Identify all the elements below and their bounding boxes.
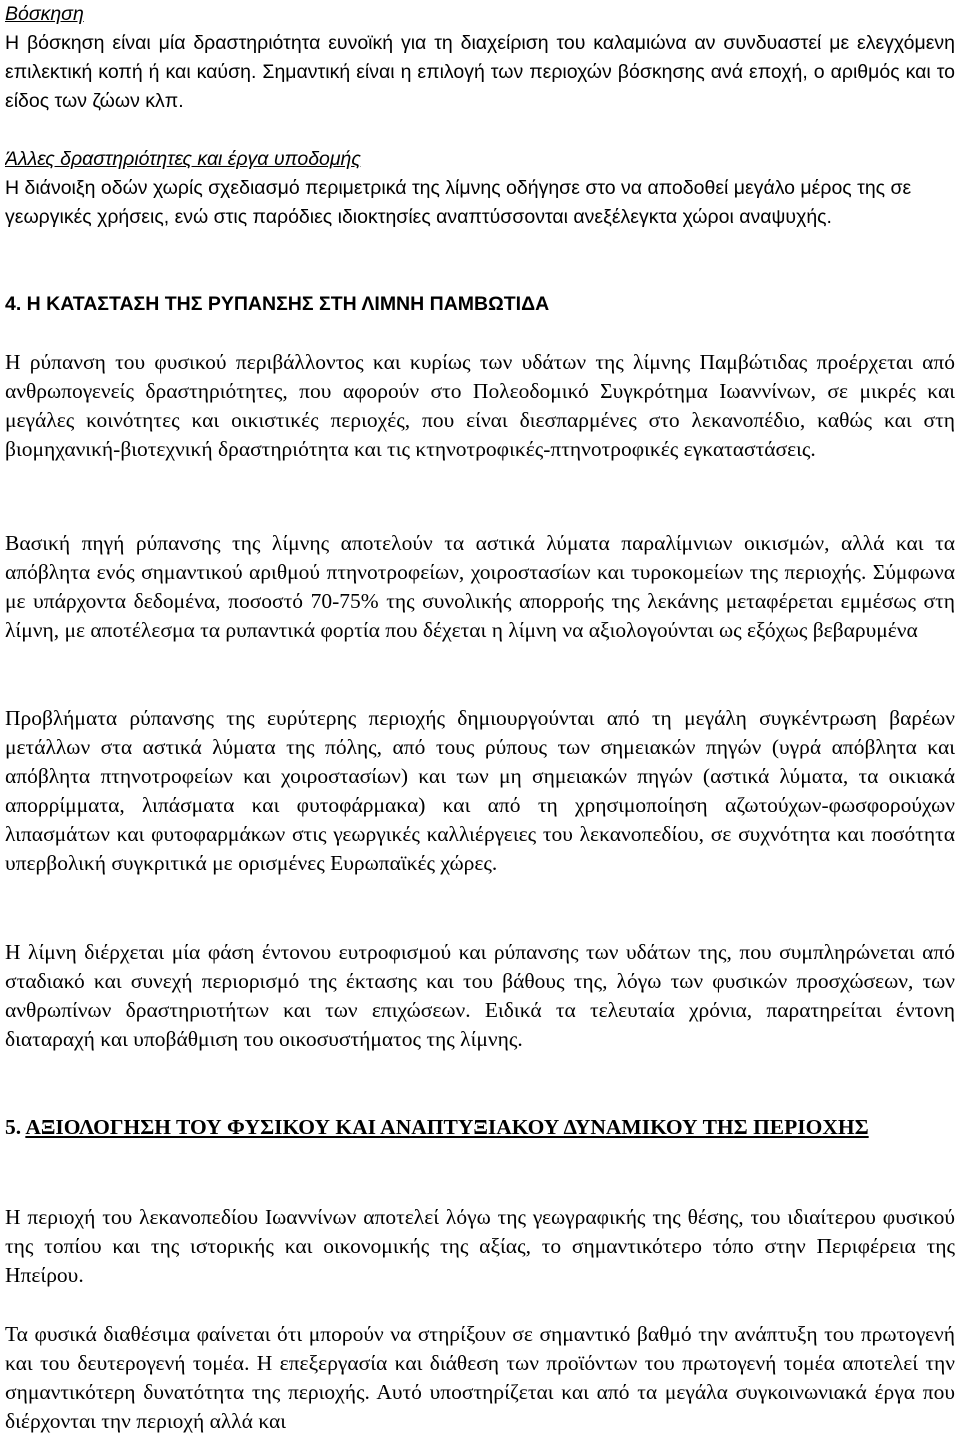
section-5-paragraph-1: Η περιοχή του λεκανοπεδίου Ιωαννίνων αποτελεί λόγω της γεωγραφικής της θέσης, του ιδιαίτερου φυσικού της τοπίου και της ιστορικής και οικονομικής της αξίας, το σημαντικότερο τόπο στην Περιφέρεια της Ηπείρου.	[5, 1205, 955, 1287]
section-4-heading: 4. Η ΚΑΤΑΣΤΑΣΗ ΤΗΣ ΡΥΠΑΝΣΗΣ ΣΤΗ ΛΙΜΝΗ ΠΑΜΒΩΤΙΔΑ	[5, 293, 550, 315]
grazing-section	[5, 0, 955, 116]
grazing-paragraph: Η βόσκηση είναι μία δραστηριότητα ευνοϊκή για τη διαχείριση του καλαμιώνα αν συνδυαστεί με ελεγχόμενη επιλεκτική κοπή ή και καύση. Σημαντική είναι η επιλογή των περιοχών βόσκησης ανά εποχή, ο αριθμός και το είδος των ζώων κλπ.	[5, 32, 955, 112]
grazing-title: Βόσκηση	[5, 3, 84, 25]
section-4-paragraph-1: Η ρύπανση του φυσικού περιβάλλοντος και κυρίως των υδάτων της λίμνης Παμβώτιδας προέρχεται από ανθρωπογενείς δραστηριότητες, που αφορούν στο Πολεοδομικό Συγκρότημα Ιωαννίνων, σε μικρές και μεγάλες κοινότητες και οικιστικές περιοχές, που είναι διεσπαρμένες στο λεκανοπέδιο, καθώς και στη βιομηχανική-βιοτεχνική δραστηριότητα και τις κτηνοτροφικές-πτηνοτροφικές εγκαταστάσεις.	[5, 350, 955, 461]
section-5-heading	[5, 1113, 955, 1142]
section-4-paragraph-3: Προβλήματα ρύπανσης της ευρύτερης περιοχής δημιουργούνται από τη μεγάλη συγκέντρωση βαρέων μετάλλων στα αστικά λύματα της πόλης, από τους ρύπους των σημειακών πηγών (υγρά απόβλητα και απόβλητα πτηνοτροφείων και χοιροστασίων) και των μη σημειακών πηγών (αστικά λύματα, τα οικιακά απορρίμματα, λιπάσματα και φυτοφάρμακα) και από τη χρησιμοποίηση αζωτούχων-φωσφορούχων λιπασμάτων και φυτοφαρμάκων στις γεωργικές καλλιέργειες του λεκανοπεδίου, σε συχνότητα και ποσότητα υπερβολική συγκριτικά με ορισμένες Ευρωπαϊκές χώρες.	[5, 706, 955, 875]
other-activities-paragraph: Η διάνοιξη οδών χωρίς σχεδιασμό περιμετρικά της λίμνης οδήγησε στο να αποδοθεί μεγάλο μέρος της σε γεωργικές χρήσεις, ενώ στις παρόδιες ιδιοκτησίες αναπτύσσονται ανεξέλεγκτα χώροι αναψυχής.	[5, 177, 912, 228]
other-activities-title: Άλλες δραστηριότητες και έργα υποδομής	[5, 148, 361, 170]
section-4-paragraph-2: Βασική πηγή ρύπανσης της λίμνης αποτελούν τα αστικά λύματα παραλίμνιων οικισμών, αλλά και τα απόβλητα ενός σημαντικού αριθμού πτηνοτροφείων, χοιροστασίων και τυροκομείων της περιοχής. Σύμφωνα με υπάρχοντα δεδομένα, ποσοστό 70-75% της συνολικής απορροής της λεκάνης μεταφέρεται εμμέσως στη λίμνη, με αποτέλεσμα τα ρυπαντικά φορτία που δέχεται η λίμνη να αξιολογούνται ως εξόχως βεβαρυμένα	[5, 531, 955, 642]
section-5-title: ΑΞΙΟΛΟΓΗΣΗ ΤΟΥ ΦΥΣΙΚΟΥ ΚΑΙ ΑΝΑΠΤΥΞΙΑΚΟΥ ΔΥΝΑΜΙΚΟΥ ΤΗΣ ΠΕΡΙΟΧΗΣ	[25, 1115, 869, 1139]
section-5-paragraph-2: Τα φυσικά διαθέσιμα φαίνεται ότι μπορούν να στηρίξουν σε σημαντικό βαθμό την ανάπτυξη του πρωτογενή και του δευτερογενή τομέα. Η επεξεργασία και διάθεση των προϊόντων του πρωτογενή τομέα αποτελεί την σημαντικότερη δυνατότητα της περιοχής. Αυτό υποστηρίζεται και από τα μεγάλα συγκοινωνιακά έργα που διέρχονται την περιοχή αλλά και	[5, 1322, 955, 1433]
document-page	[5, 0, 955, 1438]
section-5-number: 5.	[5, 1115, 22, 1139]
other-activities-section	[5, 145, 955, 232]
section-4-paragraph-4: Η λίμνη διέρχεται μία φάση έντονου ευτροφισμού και ρύπανσης των υδάτων της, που συμπληρώνεται από σταδιακό και συνεχή περιορισμό της έκτασης και του βάθους της, λόγω των φυσικών προσχώσεων, των ανθρωπίνων δραστηριοτήτων και των επιχώσεων. Ειδικά τα τελευταία χρόνια, παρατηρείται έντονη διαταραχή και υποβάθμιση του οικοσυστήματος της λίμνης.	[5, 940, 955, 1051]
